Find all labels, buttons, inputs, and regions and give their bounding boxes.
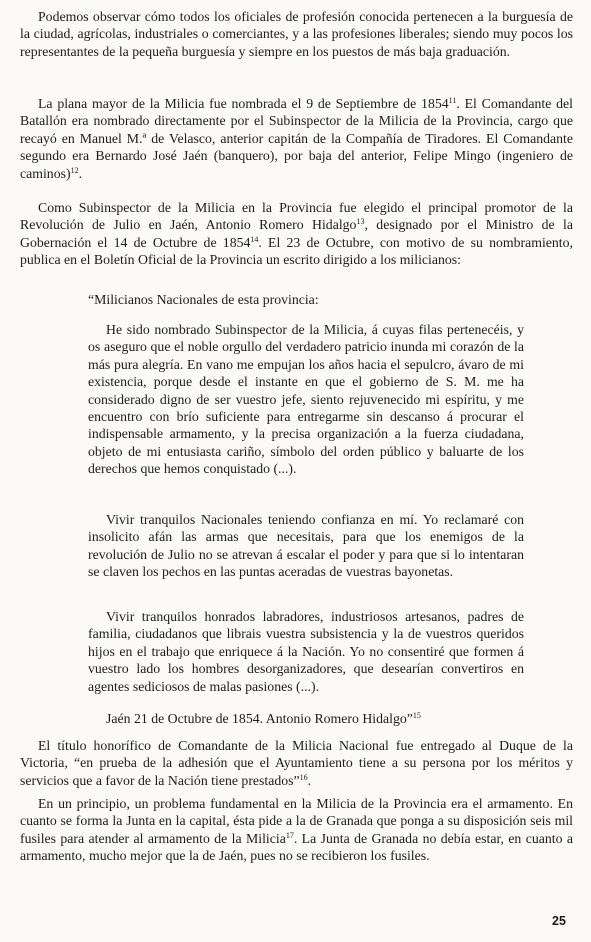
quote-paragraph: Vivir tranquilos honrados labradores, industriosos artesanos, padres de familia, ciudadanos que librais vuestra subsistencia y la de vuestros queridos hijos en el trabajo que enriquece á la Nación. Yo no consentiré que formen á vuestro lado los hombres desorganizadores, que desearían convertiros en agentes sediciosos de malas pasiones (...).: [88, 609, 524, 694]
quote-salutation: “Milicianos Nacionales de esta provincia:: [88, 292, 319, 307]
paragraph-armamento: En un principio, un problema fundamental en la Milicia de la Provincia era el armamento. En cuanto se forma la Junta en la capital, ésta pide a la de Granada que ponga a su disposición seis mil fusiles para atender al armamento de la Milicia$^{17}$. La Junta de Granada no debía estar, en cuanto a armamento, mucho mejor que la de Jaén, pues no se recibieron los fusiles.: [20, 796, 573, 864]
footnote-ref: 15: [412, 711, 421, 720]
footnote-ref: 16: [299, 772, 308, 782]
footnote-ref: 17: [285, 830, 294, 840]
quote-signature: Jaén 21 de Octubre de 1854. Antonio Romero Hidalgo”$^{15}$: [106, 711, 421, 726]
quote-paragraph: Vivir tranquilos Nacionales teniendo confianza en mí. Yo reclamaré con insolicito afán las armas que necesitais, para que los enemigos de la revolución de Julio no se atrevan á escalar el poder y para que si lo intentaran se claven los pechos en las puntas aceradas de vuestras bayonetas.: [88, 512, 524, 580]
footnote-ref: 12: [70, 165, 79, 175]
footnote-ref: 13: [356, 217, 365, 227]
footnote-ref: 11: [448, 96, 457, 105]
quote-paragraph: He sido nombrado Subinspector de la Milicia, á cuyas filas pertenecéis, y os aseguro que el noble orgullo del verdadero patricio inunda mi corazón de la más pura alegría. En vano me empujan los años hacia el sepulcro, ávaro de mi existencia, porque desde el instante en que el gobierno de S. M. me ha considerado digno de ser vuestro jefe, siento rejuvenecido mi espíritu, y me encuentro con brío suficiente para entregarme sin descanso á procurar el indispensable armamento, y la precisa organización a la fuerza ciudadana, objeto de mi entusiasta cariño, símbolo del orden público y baluarte de los derechos que hemos conquistado (...).: [88, 322, 524, 477]
paragraph-plana-mayor: La plana mayor de la Milicia fue nombrada el 9 de Septiembre de 1854$^{11}$. El Comandante del Batallón era nombrado directamente por el Subinspector de la Milicia de la Provincia, cargo que recayó en Manuel M.ª de Velasco, anterior capitán de la Compañía de Tiradores. El Comandante segundo era Bernardo José Jaén (banquero), por baja del anterior, Felipe Mingo (ingeniero de caminos)$^{12}$.: [20, 96, 573, 181]
paragraph-subinspector: Como Subinspector de la Milicia en la Provincia fue elegido el principal promotor de la Revolución de Julio en Jaén, Antonio Romero Hidalgo$^{13}$, designado por el Ministro de la Gobernación el 14 de Octubre de 1854$^{14}$. El 23 de Octubre, con motivo de su nombramiento, publica en el Boletín Oficial de la Provincia un escrito dirigido a los milicianos:: [20, 200, 573, 268]
paragraph-officers: Podemos observar cómo todos los oficiales de profesión conocida pertenecen a la burguesía de la ciudad, agrícolas, industriales o comerciantes, y a las profesiones liberales; siendo muy pocos los representantes de la pequeña burguesía y siempre en los puestos de más baja graduación.: [20, 9, 573, 59]
page-number: 25: [552, 914, 566, 928]
footnote-ref: 14: [250, 234, 259, 244]
paragraph-duque: El título honorífico de Comandante de la Milicia Nacional fue entregado al Duque de la Victoria, “en prueba de la adhesión que el Ayuntamiento tiene a su persona por los méritos y servicios que a favor de la Nación tiene prestados”$^{16}$.: [20, 738, 573, 788]
